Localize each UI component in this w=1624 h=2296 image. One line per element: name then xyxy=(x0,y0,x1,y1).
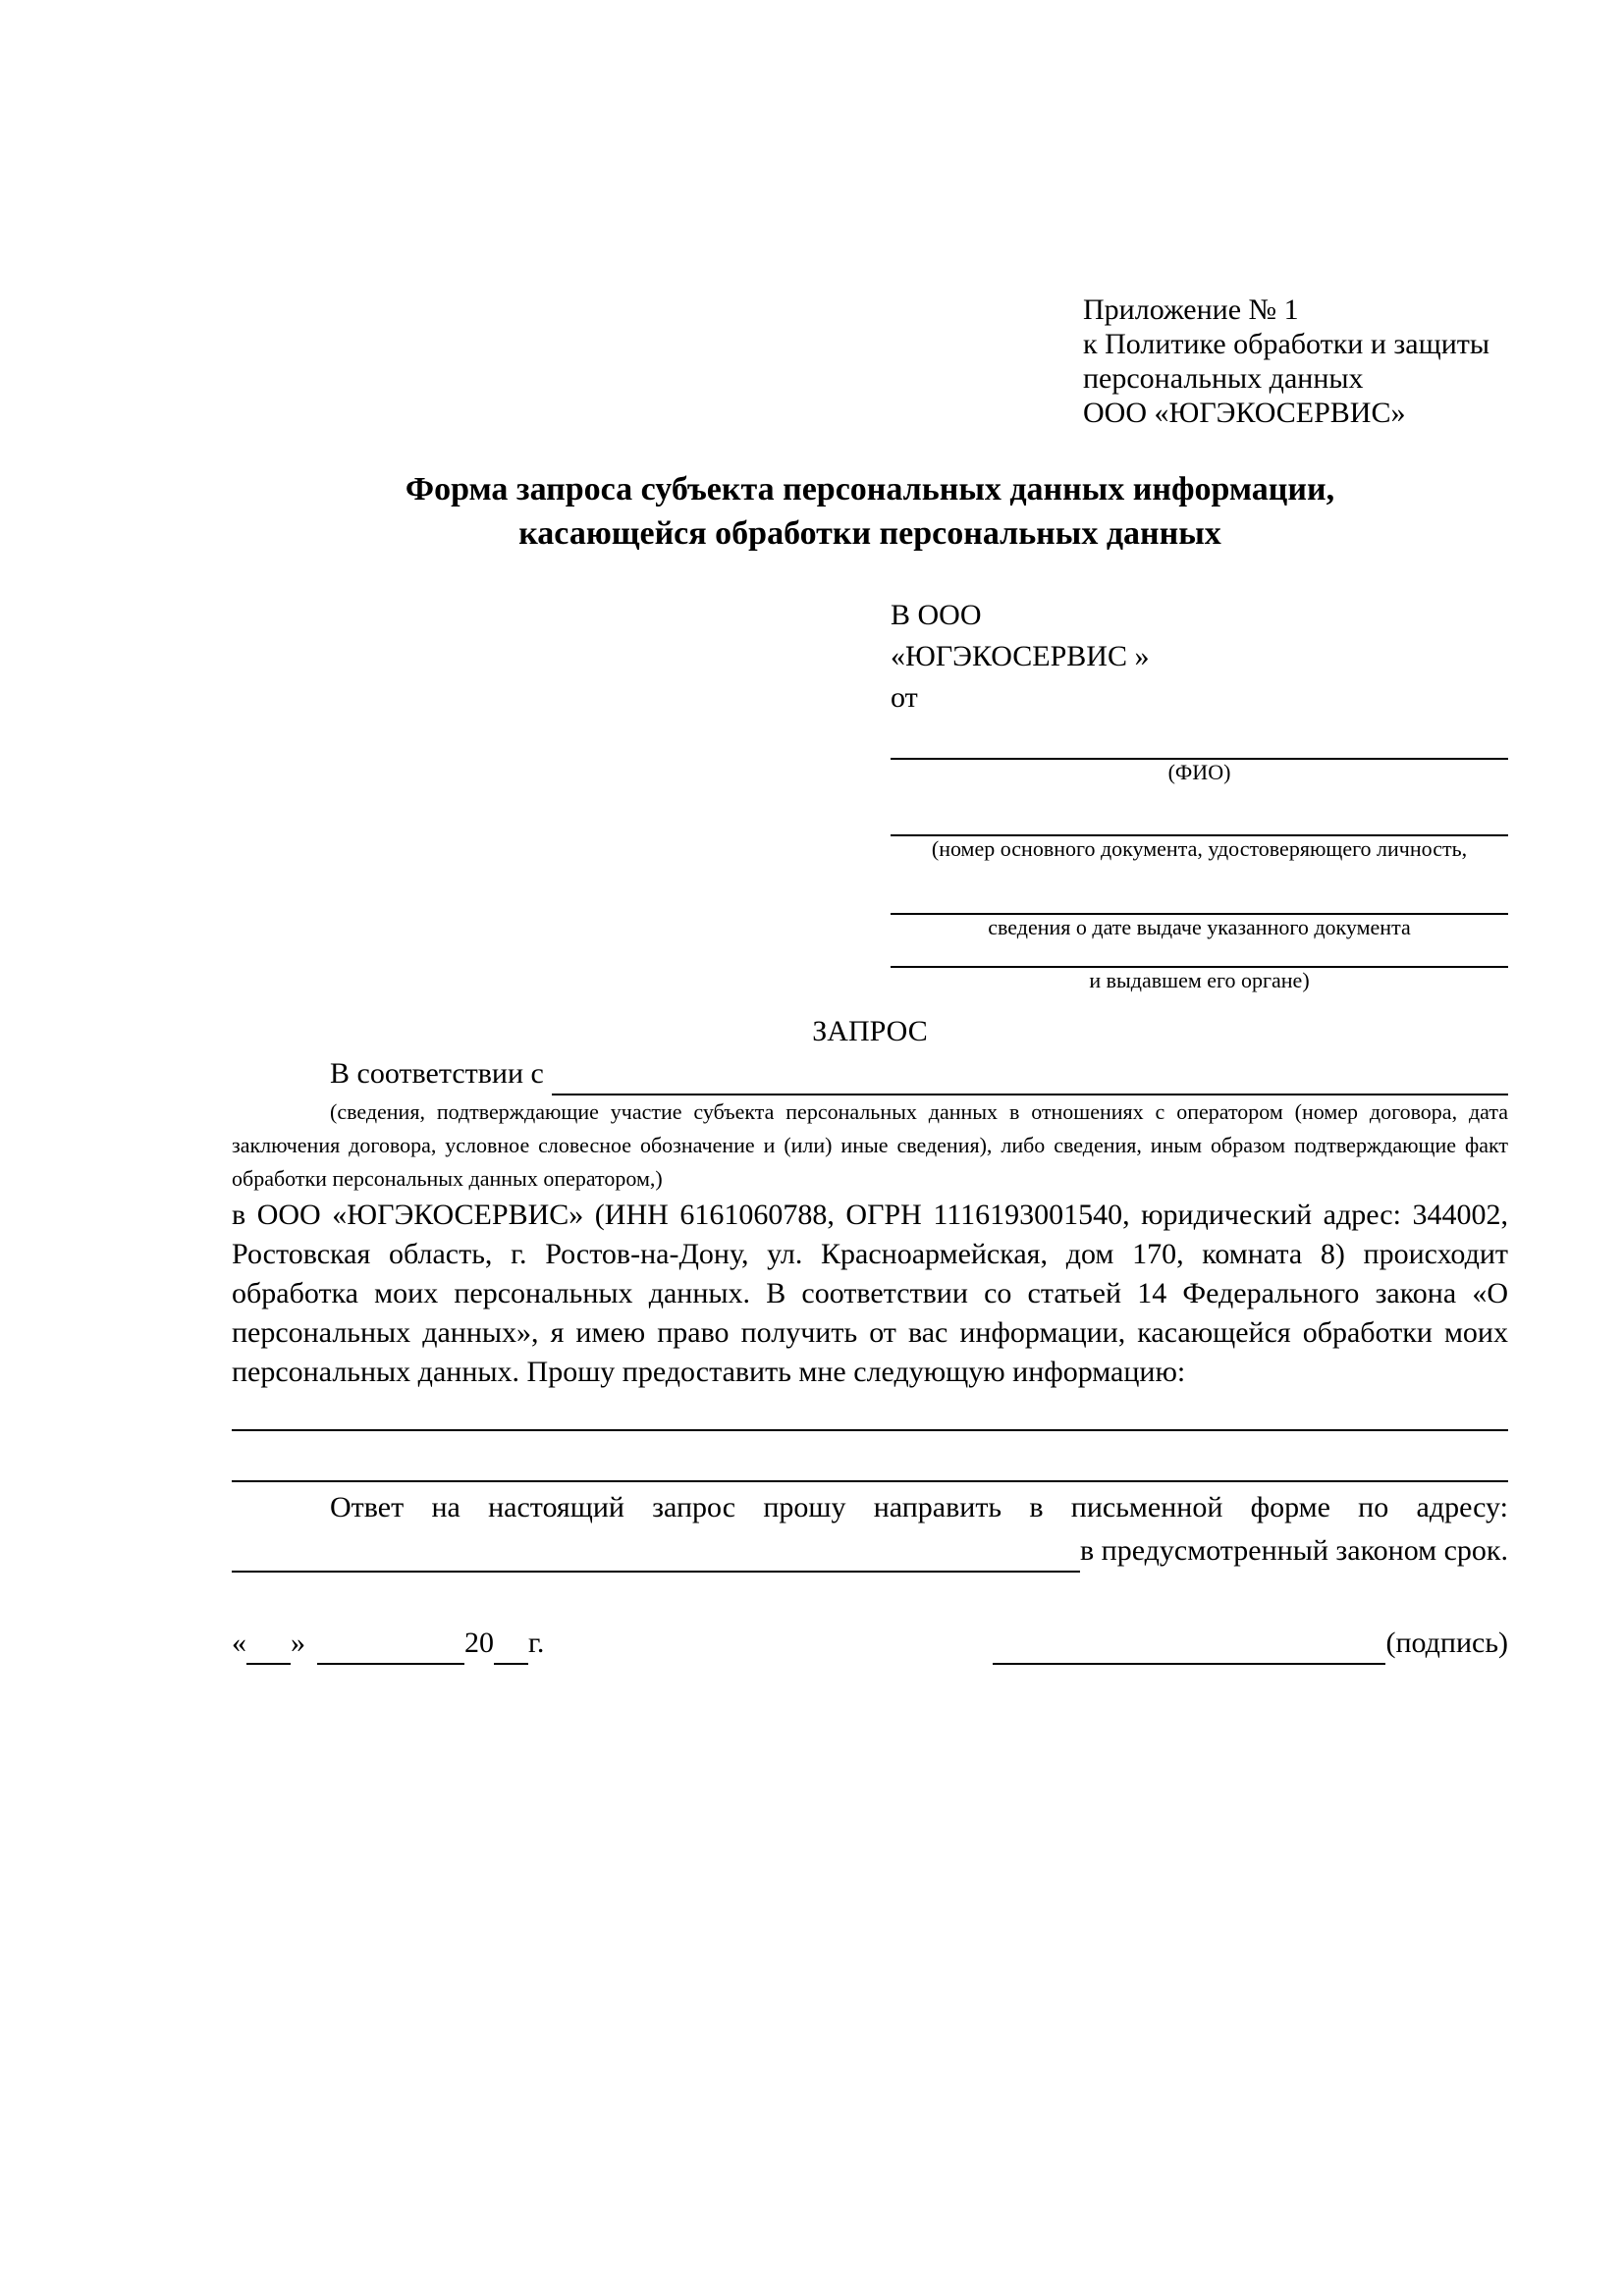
addressee-block xyxy=(891,595,1508,993)
issue-date-caption: сведения о дате выдаче указанного документа xyxy=(988,915,1411,939)
signature-caption: (подпись) xyxy=(1385,1627,1508,1659)
appendix-line: ООО «ЮГЭКОСЕРВИС» xyxy=(1083,397,1406,429)
document-title-line-2: касающейся обработки персональных данных xyxy=(518,515,1221,552)
signature-group xyxy=(993,1622,1508,1665)
blank-fill-line-1 xyxy=(232,1406,1508,1431)
date-close-quote: » xyxy=(291,1627,305,1659)
lead-fill-line xyxy=(552,1060,1508,1095)
year-fill-line xyxy=(494,1629,528,1665)
body-text: в ООО «ЮГЭКОСЕРВИС» (ИНН 6161060788, ОГРН 1116193001540, юридический адрес: 344002, Ростовская область, г. Ростов-на-Дону, ул. Красноармейская, дом 170, комната 8) происходит обработка моих персональных данных. В соответствии со статьей 14 Федерального закона «О персональных данных», я имею право получить от вас информации, касающейся обработки моих персональных данных. Прошу предоставить мне следующую информацию: xyxy=(232,1199,1508,1388)
from-label: от xyxy=(891,681,918,714)
fio-fill-line xyxy=(891,736,1508,760)
blank-fill-line-2 xyxy=(232,1457,1508,1482)
reply-suffix: в предусмотренный законом срок. xyxy=(1080,1534,1508,1567)
reply-text: Ответ на настоящий запрос прошу направить в письменной форме по адресу: xyxy=(330,1491,1508,1523)
issuer-caption: и выдавшем его органе) xyxy=(1089,968,1310,992)
address-fill-line xyxy=(232,1537,1080,1573)
note-text: (сведения, подтверждающие участие субъекта персональных данных в отношениях с оператором (номер договора, дата заключения договора, условное словесное обозначение и (или) иные сведения), либо сведения, иным образом подтверждающие факт обработки персональных данных оператором,) xyxy=(232,1099,1508,1191)
month-fill-line xyxy=(317,1629,464,1665)
appendix-block xyxy=(1083,293,1508,430)
date-open-quote: « xyxy=(232,1627,246,1659)
issuer-fill-line xyxy=(891,944,1508,968)
year-prefix: 20 xyxy=(464,1627,494,1659)
lead-row xyxy=(232,1052,1508,1095)
year-suffix: г. xyxy=(528,1627,545,1659)
doc-number-caption: (номер основного документа, удостоверяющего личность, xyxy=(931,836,1468,861)
signature-fill-line xyxy=(993,1629,1385,1665)
address-row xyxy=(232,1529,1508,1573)
appendix-line: персональных данных xyxy=(1083,362,1364,395)
document-title-line-1: Форма запроса субъекта персональных данных информации, xyxy=(405,471,1335,507)
addressee-org-line-2: «ЮГЭКОСЕРВИС » xyxy=(891,640,1150,672)
appendix-line: к Политике обработки и защиты xyxy=(1083,328,1490,360)
issue-date-fill-line xyxy=(891,891,1508,915)
lead-text: В соответствии с xyxy=(330,1057,544,1090)
day-fill-line xyxy=(246,1629,291,1665)
date-group xyxy=(232,1622,544,1665)
document-title xyxy=(232,467,1508,556)
appendix-line: Приложение № 1 xyxy=(1083,294,1299,326)
addressee-org-line-1: В ООО xyxy=(891,599,982,631)
footer xyxy=(232,1622,1508,1665)
doc-number-fill-line xyxy=(891,813,1508,836)
fio-caption: (ФИО) xyxy=(1167,760,1231,784)
request-heading: ЗАПРОС xyxy=(812,1015,928,1047)
